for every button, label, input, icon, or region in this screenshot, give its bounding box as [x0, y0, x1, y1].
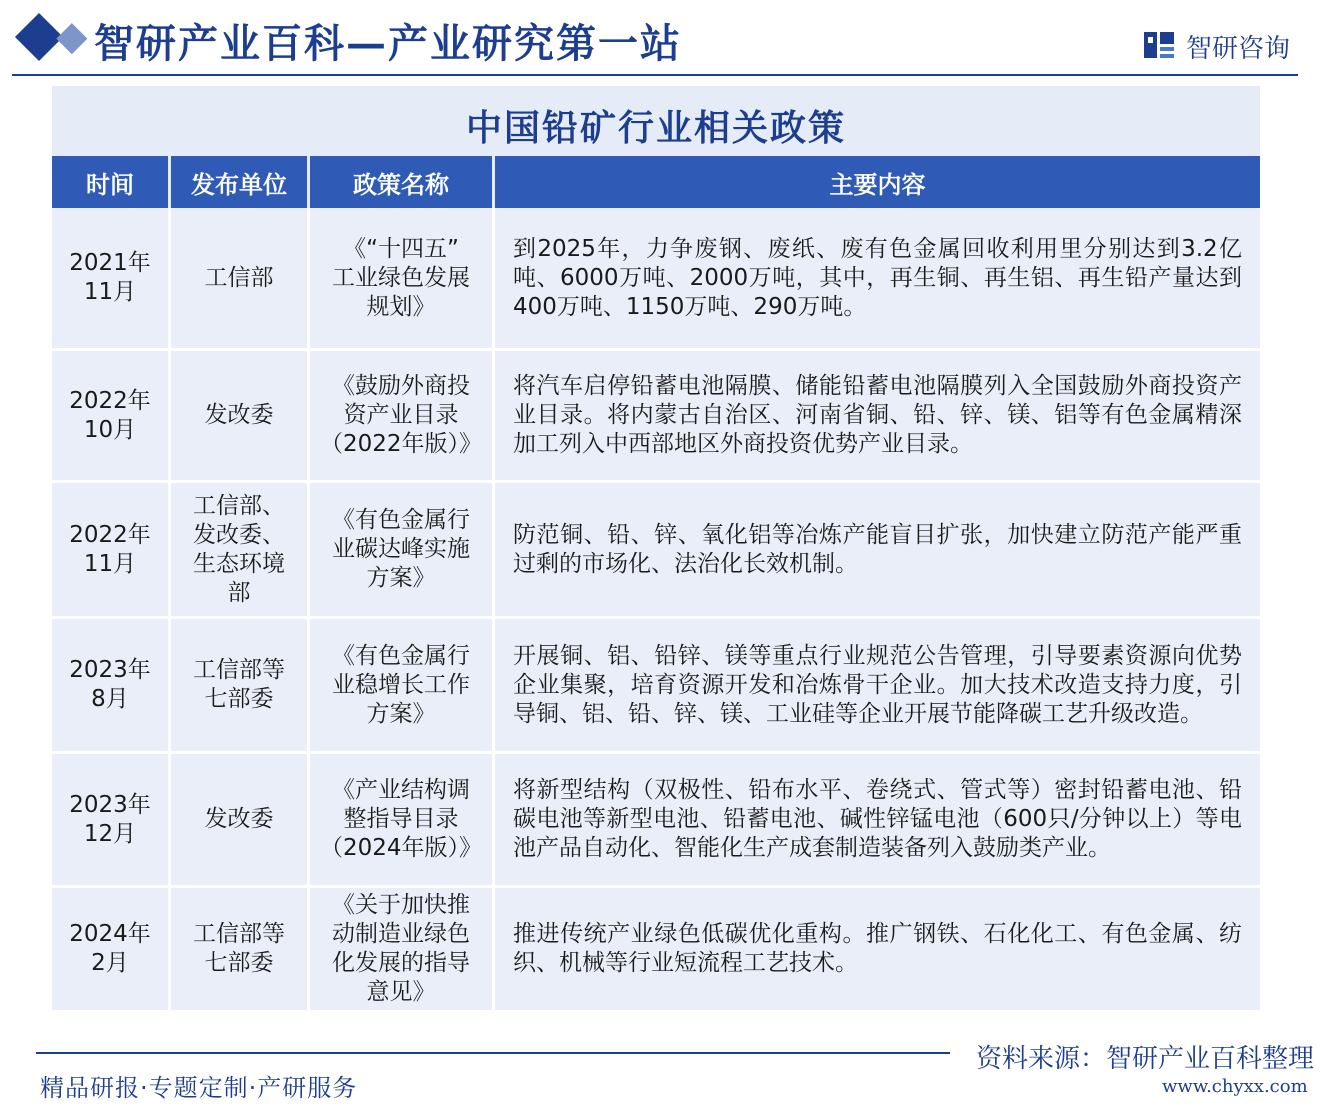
column-divider — [307, 754, 310, 885]
diamond-icon — [15, 13, 63, 61]
cell-time-text — [69, 387, 151, 445]
cell-policy — [310, 351, 492, 480]
cell-policy — [310, 208, 492, 348]
cell-time-line: 2023年 — [69, 791, 151, 818]
column-divider — [492, 483, 495, 616]
cell-issuer-line: 工信部 — [204, 264, 274, 291]
column-divider — [168, 888, 171, 1010]
cell-issuer-text — [205, 805, 274, 834]
cell-content-text: 推进传统产业绿色低碳优化重构。推广钢铁、石化化工、有色金属、纺织、机械等行业短流程工艺技术。 — [513, 921, 1242, 976]
cell-policy-line: 动制造业绿色 — [332, 921, 470, 947]
source-note: 资料来源：智研产业百科整理 — [976, 1044, 1315, 1074]
cell-issuer-line: 工信部、 — [193, 492, 285, 519]
column-divider — [307, 619, 310, 751]
column-divider — [492, 888, 495, 1010]
footer-url[interactable]: www.chyxx.com — [1162, 1076, 1308, 1097]
cell-policy-line: 《关于加快推 — [332, 892, 470, 918]
brand-name: 智研咨询 — [1186, 34, 1291, 64]
cell-issuer — [171, 483, 307, 616]
column-divider — [492, 351, 495, 480]
column-divider — [492, 619, 495, 751]
cell-policy-line: 规划》 — [366, 293, 436, 320]
cell-policy-text — [332, 891, 470, 1007]
cell-policy-text — [320, 776, 482, 863]
cell-issuer — [171, 351, 307, 480]
policy-table-panel — [52, 86, 1260, 1010]
cell-time — [52, 888, 168, 1010]
cell-issuer — [171, 208, 307, 348]
column-header-content: 主要内容 — [495, 156, 1260, 208]
cell-policy-line: 《有色金属行 — [332, 642, 470, 669]
cell-policy-line: （2022年版）》 — [319, 431, 483, 457]
cell-policy-line: 业碳达峰实施 — [332, 536, 470, 562]
cell-time-text — [69, 791, 151, 849]
column-divider — [307, 483, 310, 616]
cell-time-line: 2022年 — [69, 387, 151, 414]
table-row — [52, 208, 1260, 348]
cell-issuer — [171, 888, 307, 1010]
cell-time-text — [69, 521, 151, 579]
column-divider — [492, 754, 495, 885]
column-header-policy: 政策名称 — [310, 156, 492, 208]
cell-policy — [310, 888, 492, 1010]
cell-policy-line: 资产业目录 — [343, 402, 459, 428]
cell-policy-line: 业稳增长工作 — [332, 671, 470, 698]
cell-issuer — [171, 619, 307, 751]
cell-time-text — [69, 249, 151, 307]
table-row — [52, 754, 1260, 885]
cell-policy-text — [332, 506, 470, 593]
cell-policy-line: 《鼓励外商投 — [331, 373, 470, 399]
cell-issuer-line: 发改委 — [204, 402, 274, 428]
column-divider — [168, 351, 171, 480]
table-row — [52, 483, 1260, 616]
cell-policy — [310, 619, 492, 751]
table-row — [52, 351, 1260, 480]
table-row — [52, 888, 1260, 1010]
cell-policy-line: 意见》 — [366, 979, 436, 1005]
column-divider — [492, 208, 495, 348]
cell-policy — [310, 483, 492, 616]
cell-issuer-text — [193, 656, 285, 714]
column-divider — [168, 619, 171, 751]
cell-time-line: 2022年 — [69, 521, 151, 548]
column-divider — [168, 208, 171, 348]
cell-issuer-text — [193, 492, 285, 608]
cell-time — [52, 208, 168, 348]
cell-time-text — [69, 656, 151, 714]
cell-content-text: 开展铜、铝、铅锌、镁等重点行业规范公告管理，引导要素资源向优势企业集聚，培育资源开发和冶炼骨干企业。加大技术改造支持力度，引导铜、铝、铅、锌、镁、工业硅等企业开展节能降碳工艺升级改造。 — [513, 642, 1242, 727]
cell-issuer-line: 发改委 — [204, 806, 274, 832]
cell-policy-line: 《“十四五” — [343, 235, 459, 262]
cell-content — [495, 888, 1260, 1010]
column-header-issuer: 发布单位 — [171, 156, 307, 208]
diamond-accent-icon — [58, 22, 78, 52]
cell-issuer-line: 生态环境 — [193, 550, 285, 577]
cell-policy-text — [332, 235, 470, 322]
cell-policy-line: 《有色金属行 — [332, 507, 470, 533]
cell-policy-line: 《产业结构调 — [331, 777, 470, 803]
cell-time-line: 8月 — [91, 686, 129, 712]
column-divider — [168, 483, 171, 616]
column-header-time: 时间 — [52, 156, 168, 208]
cell-issuer-line: 部 — [227, 579, 251, 606]
table-header-row — [52, 156, 1260, 208]
cell-content — [495, 351, 1260, 480]
cell-policy-line: 工业绿色发展 — [332, 264, 470, 291]
cell-issuer-line: 七部委 — [204, 950, 274, 976]
cell-time-line: 12月 — [83, 820, 137, 847]
cell-time — [52, 619, 168, 751]
cell-policy-line: 方案》 — [366, 565, 436, 591]
cell-time-text — [69, 920, 151, 978]
column-divider — [307, 208, 310, 348]
cell-policy-text — [320, 372, 482, 459]
site-title: 智研产业百科—产业研究第一站 — [94, 20, 682, 67]
column-divider — [307, 888, 310, 1010]
table-title: 中国铅矿行业相关政策 — [465, 107, 846, 149]
cell-time-line: 2023年 — [69, 657, 151, 683]
cell-policy-line: （2024年版）》 — [319, 835, 483, 861]
cell-policy-line: 化发展的指导 — [332, 950, 470, 976]
cell-time-line: 10月 — [83, 416, 137, 443]
cell-content-text: 防范铜、铅、锌、氧化铝等冶炼产能盲目扩张，加快建立防范产能严重过剩的市场化、法治化长效机制。 — [513, 521, 1242, 577]
cell-time-line: 11月 — [83, 550, 137, 577]
footer-divider — [36, 1052, 950, 1054]
cell-time — [52, 351, 168, 480]
cell-time-line: 11月 — [83, 279, 137, 305]
cell-content — [495, 754, 1260, 885]
cell-content — [495, 619, 1260, 751]
cell-time — [52, 754, 168, 885]
cell-time-line: 2024年 — [69, 921, 151, 947]
cell-issuer-line: 七部委 — [204, 686, 274, 712]
column-divider — [307, 351, 310, 480]
cell-issuer — [171, 754, 307, 885]
cell-issuer-text — [205, 264, 274, 293]
cell-issuer-line: 工信部等 — [193, 921, 285, 947]
footer-slogan: 精品研报·专题定制·产研服务 — [40, 1074, 358, 1102]
cell-time-line: 2021年 — [69, 250, 151, 276]
cell-content — [495, 483, 1260, 616]
cell-policy-line: 方案》 — [366, 700, 436, 727]
cell-policy-text — [332, 642, 470, 729]
cell-policy — [310, 754, 492, 885]
column-divider — [168, 754, 171, 885]
cell-policy-line: 整指导目录 — [343, 806, 459, 832]
cell-time — [52, 483, 168, 616]
cell-content-text: 将新型结构（双极性、铅布水平、卷绕式、管式等）密封铅蓄电池、铅碳电池等新型电池、铅蓄电池、碱性锌锰电池（600只/分钟以上）等电池产品自动化、智能化生产成套制造装备列入鼓励类产业。 — [513, 777, 1242, 861]
table-row — [52, 619, 1260, 751]
page-header — [0, 0, 1334, 78]
cell-issuer-text — [193, 920, 285, 978]
cell-content-text: 将汽车启停铅蓄电池隔膜、储能铅蓄电池隔膜列入全国鼓励外商投资产业目录。将内蒙古自治区、河南省铜、铅、锌、镁、铝等有色金属精深加工列入中西部地区外商投资优势产业目录。 — [513, 373, 1242, 457]
cell-time-line: 2月 — [91, 950, 129, 976]
cell-issuer-line: 发改委、 — [193, 521, 285, 548]
brand-logo-icon — [1142, 28, 1176, 62]
cell-issuer-text — [205, 401, 274, 430]
cell-issuer-line: 工信部等 — [193, 657, 285, 683]
cell-content-text: 到2025年，力争废钢、废纸、废有色金属回收利用里分别达到3.2亿吨、6000万吨、2000万吨，其中，再生铜、再生铝、再生铅产量达到400万吨、1150万吨、290万吨。 — [513, 235, 1242, 320]
cell-content — [495, 208, 1260, 348]
header-divider — [12, 74, 1298, 76]
